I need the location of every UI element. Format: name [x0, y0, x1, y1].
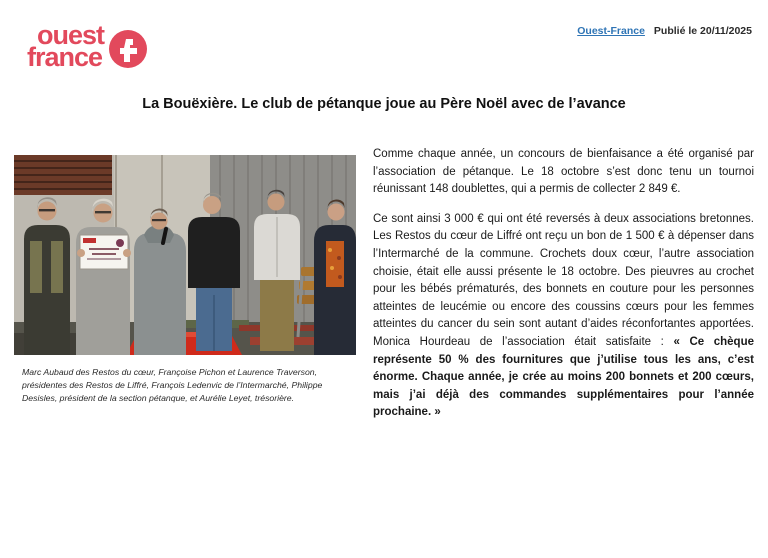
article-photo [14, 155, 356, 355]
article-meta [577, 25, 752, 37]
source-link[interactable]: Ouest-France [577, 25, 645, 37]
ouest-france-logo-text [27, 20, 105, 72]
published-date: Publié le 20/11/2025 [653, 25, 752, 37]
article-figure [14, 155, 356, 406]
article-body [373, 146, 754, 434]
logo-line-1: ouest [37, 20, 105, 50]
ouest-france-logo-icon [108, 29, 148, 69]
headline: La Bouëxière. Le club de pétanque joue au Père Noël avec de l’avance [142, 96, 626, 112]
photo-caption: Marc Aubaud des Restos du cœur, Françoise Pichon et Laurence Traverson, présidentes des Restos de Liffré, François Ledenvic de l’Intermarché, Philippe Desisles, président de la section pétanque, et Aurélie Leyet, trésorière. [22, 367, 323, 404]
paragraph-2-quote: « Ce chèque représente 50 % des fournitures que j’utilise tous les ans, c’est énorme. Chaque année, je crée au moins 200 bonnets et 200 cœurs, mais j’ai déjà des commandes supplémentaires pour l’année prochaine. » [373, 335, 755, 419]
ouest-france-logo [27, 20, 148, 72]
paragraph-2-text: Ce sont ainsi 3 000 € qui ont été reversés à deux associations bretonnes. Les Restos du cœur de Liffré ont reçu un bon de 1 500 € à dépenser dans l’Intermarché de la commune. Crochets doux cœur, l’autre association choisie, était elle aussi présente le 18 octobre. Des pieuvres au crochet pour les bébés prématurés, des bonnets en couture pour les personnes atteintes de leucémie ou encore des coussins cœurs pour les femmes atteintes du cancer du sein sont autant d’aides réconfortantes apportées. Monica Hourdeau de l’association était satisfaite : [373, 212, 754, 348]
paragraph-2 [373, 211, 754, 422]
logo-line-2: france [27, 42, 103, 72]
paragraph-1: Comme chaque année, un concours de bienfaisance a été organisé par l’association de pétanque. Le 18 octobre s’est donc tenu un tournoi réunissant 148 doublettes, qui a permis de collecter 2 849 €. [373, 148, 754, 196]
